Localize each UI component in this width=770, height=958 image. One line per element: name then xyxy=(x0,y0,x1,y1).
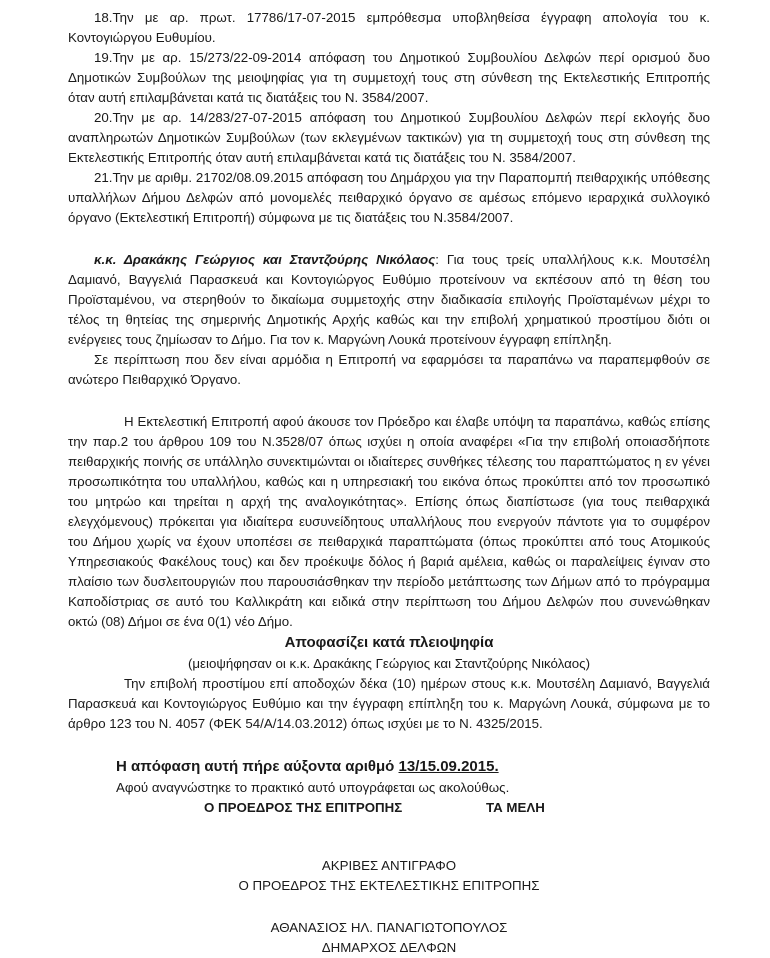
dissent-note: (μειοψήφησαν οι κ.κ. Δρακάκης Γεώργιος και Σταντζούρης Νικόλαος) xyxy=(187,656,591,671)
item-18: 18.Την με αρ. πρωτ. 17786/17-07-2015 εμπρόθεσμα υποβληθείσα έγγραφη απολογία του κ. Κοντογιώργου Ευθυμίου. xyxy=(68,10,710,45)
mayor-name: ΑΘΑΝΑΣΙΟΣ ΗΛ. ΠΑΝΑΓΙΩΤΟΠΟΥΛΟΣ xyxy=(270,920,508,935)
item-21: 21.Την με αριθμ. 21702/08.09.2015 απόφαση του Δημάρχου για την Παραπομπή πειθαρχικής υπόθεσης υπαλλήλων Δήμου Δελφών από μονομελές πειθαρχικό όργανο σε αμέσως επόμενο ιεραρχικά συλλογικό όργανο (Εκτελεστική Επιτροπή) σύμφωνα με τις διατάξεις του Ν.3584/2007. xyxy=(68,170,710,225)
item-20: 20.Την με αρ. 14/283/27-07-2015 απόφαση του Δημοτικού Συμβουλίου Δελφών περί εκλογής δυο αναπληρωτών Δημοτικών Συμβούλων (των εκλεγμένων τακτικών) για τη συμμετοχή τους στη σύνθεση της Εκτελεστικής Επιτροπής όταν αυτή επιλαμβάνεται κατά τις διατάξεις του Ν. 3584/2007. xyxy=(68,110,710,165)
decision-number: Η απόφαση αυτή πήρε αύξοντα αριθμό 13/15.09.2015. xyxy=(116,758,499,775)
read-statement: Αφού αναγνώστηκε το πρακτικό αυτό υπογράφεται ως ακολούθως. xyxy=(116,780,510,795)
signature-row xyxy=(68,798,710,818)
minority-referral: Σε περίπτωση που δεν είναι αρμόδια η Επιτροπή να εφαρμόσει τα παραπάνω να παραπεμφθούν σε ανώτερο Πειθαρχικό Όργανο. xyxy=(68,352,710,387)
minority-names: κ.κ. Δρακάκης Γεώργιος και Σταντζούρης Νικόλαος xyxy=(94,252,436,267)
reasoning-paragraph: Η Εκτελεστική Επιτροπή αφού άκουσε τον Πρόεδρο και έλαβε υπόψη τα παραπάνω, καθώς επίσης την παρ.2 του άρθρου 109 του Ν.3528/07 όπως ισχύει η οποία αναφέρει «Για την επιβολή οποιασδήποτε πειθαρχικής ποινής σε υπάλληλο συνεκτιμώνται οι ιδιαίτερες συνθήκες τέλεσης του παραπτώματος η εν γένει προσωπικότητα του υπαλλήλου, καθώς και η υπηρεσιακή του εικόνα όπως προκύπτει από τον προσωπικό του μητρώο και τηρείται η αρχή της αναλογικότητας». Επίσης όπως διαπίστωσε (για τους πειθαρχικά ελεγχόμενους) πρόκειται για ιδιαίτερα ευσυνείδητους υπαλλήλους που ενεργούν πάντοτε για το συμφέρον του Δήμου χωρίς να έχουν υποπέσει σε πειθαρχικά παραπτώματα (όπως προκύπτει από τους Ατομικούς Υπηρεσιακούς Φακέλους τους) και δεν προέκυψε δόλος ή βαριά αμέλεια, καθώς οι παραλείψεις έγιναν στο πλαίσιο των δυσλειτουργιών που παρουσιάσθηκαν την περίοδο μετάπτωσης των Δήμων από το πρόγραμμα Καποδίστριας σε αυτό του Καλλικράτη και ειδικά στην περίπτωση του Δήμου Δελφών που συνενώθηκαν οκτώ (08) Δήμοι σε ένα 0(1) νέο Δήμο. xyxy=(68,414,710,629)
document-page xyxy=(68,8,710,958)
mayor-title: ΔΗΜΑΡΧΟΣ ΔΕΛΦΩΝ xyxy=(321,940,457,955)
minority-opinion xyxy=(68,250,710,350)
certified-copy: ΑΚΡΙΒΕΣ ΑΝΤΙΓΡΑΦΟ xyxy=(321,858,457,873)
members-label: ΤΑ ΜΕΛΗ xyxy=(486,800,545,815)
decision-number-value: 13/15.09.2015. xyxy=(398,758,499,775)
item-19: 19.Την με αρ. 15/273/22-09-2014 απόφαση του Δημοτικού Συμβουλίου Δελφών περί ορισμού δυο Δημοτικών Συμβούλων της μειοψηφίας για τη συμμετοχή τους στη σύνθεση της Εκτελεστικής Επιτροπής όταν αυτή επιλαμβάνεται κατά τις διατάξεις του Ν. 3584/2007. xyxy=(68,50,710,105)
certifier-role: Ο ΠΡΟΕΔΡΟΣ ΤΗΣ ΕΚΤΕΛΕΣΤΙΚΗΣ ΕΠΙΤΡΟΠΗΣ xyxy=(238,878,540,893)
decision-text: Την επιβολή προστίμου επί αποδοχών δέκα (10) ημέρων στους κ.κ. Μουτσέλη Δαμιανό, Βαγγελιά Παρασκευά και Κοντογιώργος Ευθύμιο και την έγγραφη επίπληξη του κ. Μαργώνη Λουκά, σύμφωνα με το άρθρο 123 του Ν. 4057 (ΦΕΚ 54/Α/14.03.2012) όπως ισχύει με το Ν. 4325/2015. xyxy=(68,676,710,731)
minority-text: : Για τους τρείς υπαλλήλους κ.κ. Μουτσέλη Δαμιανό, Βαγγελιά Παρασκευά και Κοντογιώργος Ευθύμιο προτείνουν να εκπέσουν από τη θέση του Προϊσταμένου, να στερηθούν το δικαίωμα συμμετοχής στην διαδικασία επιλογής Προϊσταμένων μέχρι το τέλος τη θητείας της σημερινής Δημοτικής Αρχής καθώς και την επιβολή χρηματικού προστίμου διότι οι ενέργειες τους ζημίωσαν το Δήμο. Για τον κ. Μαργώνη Λουκά προτείνουν έγγραφη επίπληξη. xyxy=(68,252,710,347)
president-label: Ο ΠΡΟΕΔΡΟΣ ΤΗΣ ΕΠΙΤΡΟΠΗΣ xyxy=(204,800,403,815)
decision-heading: Αποφασίζει κατά πλειοψηφία xyxy=(284,634,494,651)
